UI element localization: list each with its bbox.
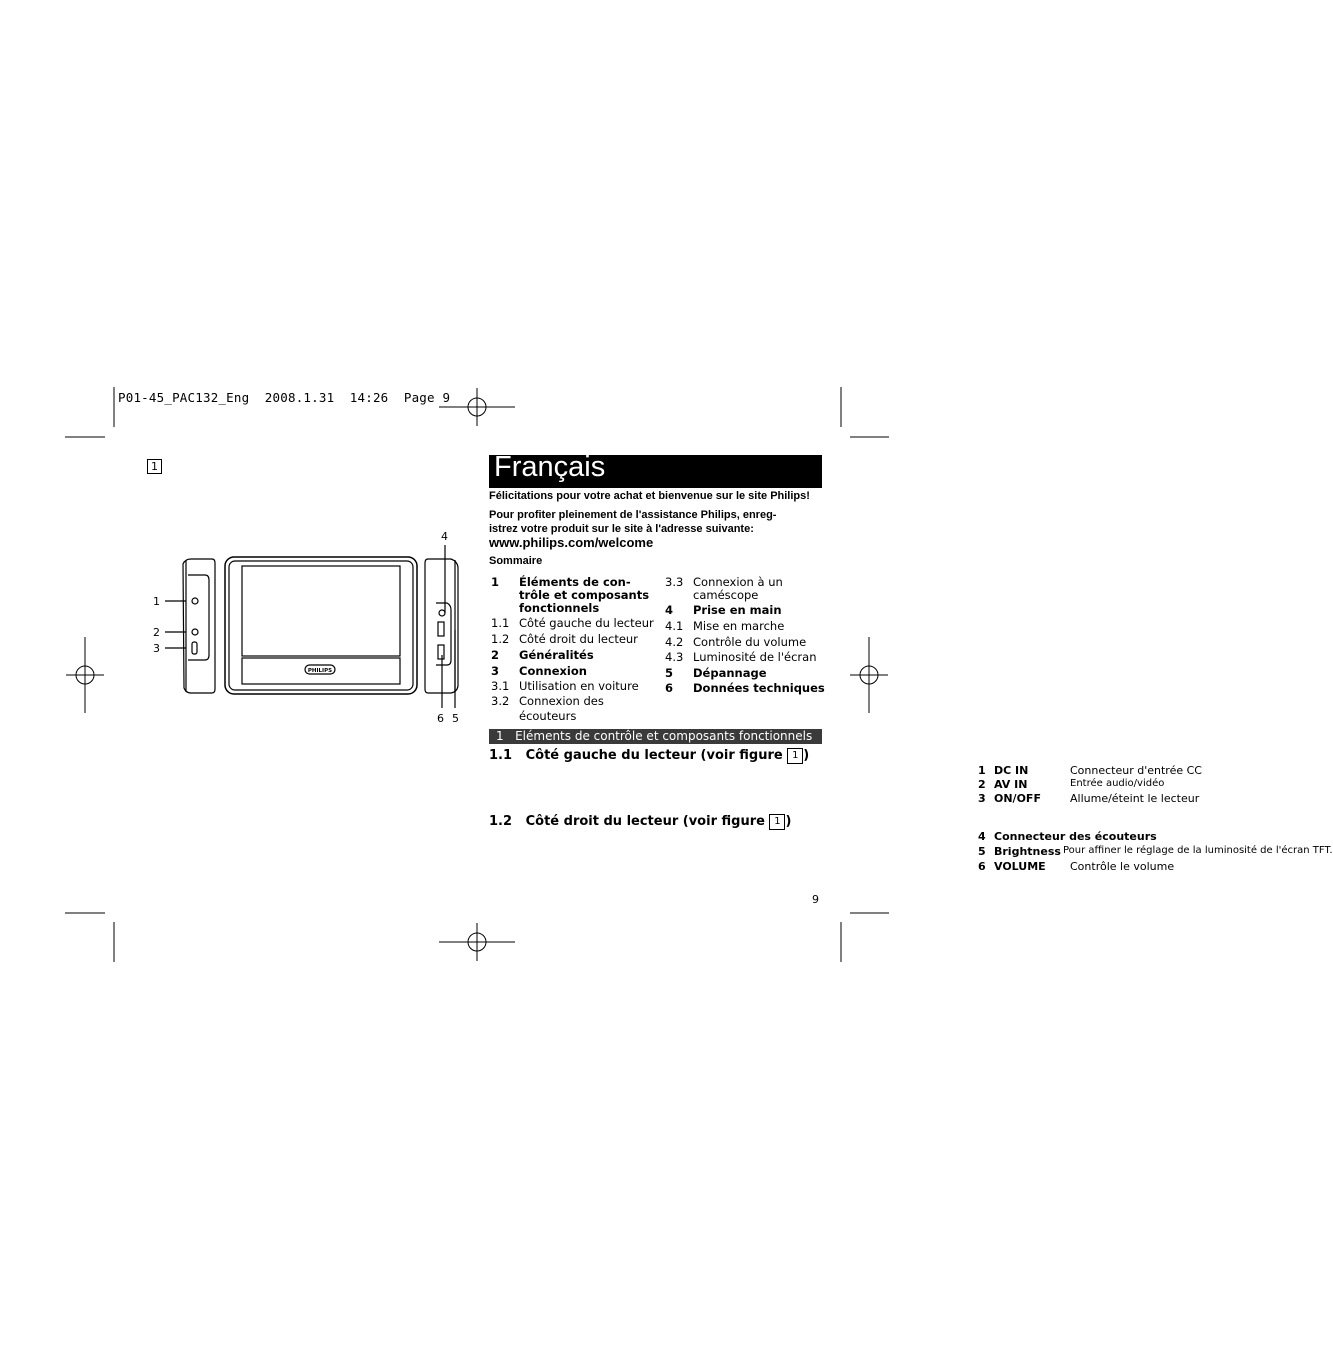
toc-entry-label: Côté droit du lecteur (519, 632, 638, 646)
callout-3: 3 (153, 642, 160, 655)
spec-row-desc: Pour affiner le réglage de la luminosité de l'écran TFT. (1063, 845, 1333, 856)
spec-row-number: 2 (978, 778, 986, 791)
toc-entry-number: 3 (491, 664, 500, 678)
intro-congrats: Félicitations pour votre achat et bienvenue sur le site Philips! (489, 490, 810, 502)
toc-entry (491, 602, 654, 617)
toc-entry-number: 4.1 (665, 619, 684, 633)
spec-row-number: 1 (978, 764, 986, 777)
right-side-heading-text: 1.2 Côté droit du lecteur (voir figure (489, 814, 770, 829)
toc-entry-label: Utilisation en voiture (519, 679, 639, 693)
spec-row-key: DC IN (994, 764, 1029, 777)
callout-1: 1 (153, 595, 160, 608)
toc-entry-number: 1 (491, 575, 500, 589)
welcome-url[interactable]: www.philips.com/welcome (489, 535, 654, 550)
spec-row (978, 764, 1202, 778)
intro-register-1: Pour profiter pleinement de l'assistance Philips, enreg- (489, 509, 777, 521)
left-side-heading (489, 748, 809, 764)
callout-5: 5 (452, 712, 459, 725)
right-side-heading (489, 814, 791, 830)
section-heading: 1 Eléments de contrôle et composants fonctionnels (496, 729, 813, 743)
toc-entry (665, 620, 825, 636)
callout-6: 6 (437, 712, 444, 725)
spec-row-key: AV IN (994, 778, 1028, 791)
spec-row-number: 6 (978, 860, 986, 873)
toc-entry (491, 695, 654, 710)
spec-row (978, 845, 1333, 860)
toc-left-column (491, 576, 654, 724)
toc-entry-label: Connexion à un (693, 575, 783, 589)
toc-entry (491, 710, 654, 724)
toc-entry-label: écouteurs (519, 709, 577, 723)
toc-entry (665, 589, 825, 604)
spec-row-key: Brightness (994, 845, 1061, 858)
toc-right-column (665, 576, 825, 697)
spec-row (978, 860, 1175, 875)
figure-number-badge: 1 (147, 459, 162, 474)
left-side-heading-text: 1.1 Côté gauche du lecteur (voir figure (489, 748, 788, 763)
toc-entry-label: Luminosité de l'écran (693, 650, 817, 664)
toc-entry-number: 5 (665, 666, 674, 680)
toc-entry-label: Données techniques (693, 681, 825, 695)
left-side-heading-close: ) (803, 748, 810, 763)
intro-register-2: istrez votre produit sur le site à l'adresse suivante: (489, 523, 754, 535)
print-header: P01-45_PAC132_Eng 2008.1.31 14:26 Page 9 (118, 390, 451, 405)
page-title: Français (494, 451, 606, 483)
toc-entry (491, 649, 654, 665)
page-number: 9 (812, 893, 819, 906)
spec-row-desc: Entrée audio/vidéo (1070, 778, 1165, 789)
toc-title: Sommaire (489, 555, 543, 567)
toc-entry-label: Connexion (519, 664, 587, 678)
toc-entry-label: Mise en marche (693, 619, 785, 633)
spec-row-number: 3 (978, 792, 986, 805)
toc-entry-number: 4.3 (665, 650, 684, 664)
right-side-list (489, 830, 1333, 875)
toc-entry-label: Éléments de con- (519, 575, 631, 589)
toc-entry-label: Généralités (519, 648, 594, 662)
toc-entry (491, 680, 654, 695)
toc-entry (491, 633, 654, 649)
toc-entry-label: Connexion des (519, 694, 604, 708)
spec-row (978, 792, 1200, 806)
toc-entry-label: Dépannage (693, 666, 767, 680)
toc-entry-number: 2 (491, 648, 500, 662)
spec-row-key: ON/OFF (994, 792, 1041, 805)
toc-entry-number: 4.2 (665, 635, 684, 649)
toc-entry (491, 617, 654, 633)
toc-entry-label: fonctionnels (519, 601, 600, 615)
spec-row-key: VOLUME (994, 860, 1046, 873)
toc-entry-number: 4 (665, 603, 674, 617)
spec-row-number: 4 (978, 830, 986, 843)
toc-entry-number: 3.3 (665, 575, 684, 589)
spec-row-key: Connecteur des écouteurs (994, 830, 1157, 843)
spec-row (978, 830, 1157, 845)
spec-row-desc: Allume/éteint le lecteur (1070, 792, 1200, 805)
toc-entry (491, 665, 654, 680)
toc-entry-label: caméscope (693, 588, 759, 602)
left-side-list (489, 764, 1202, 806)
toc-entry-number: 3.1 (491, 679, 510, 693)
figure-ref-badge: 1 (769, 814, 785, 830)
toc-entry-number: 1.1 (491, 616, 510, 630)
toc-entry-number: 3.2 (491, 694, 510, 708)
spec-row (978, 778, 1165, 792)
brand-label: PHILIPS (307, 668, 333, 674)
spec-row-desc: Connecteur d'entrée CC (1070, 764, 1202, 777)
callout-4: 4 (441, 530, 448, 543)
callout-2: 2 (153, 626, 160, 639)
toc-entry (665, 636, 825, 651)
toc-entry (665, 667, 825, 682)
toc-entry-label: Contrôle du volume (693, 635, 807, 649)
toc-entry (665, 604, 825, 620)
toc-entry-label: Prise en main (693, 603, 782, 617)
toc-entry-label: trôle et composants (519, 588, 650, 602)
toc-entry-number: 6 (665, 681, 674, 695)
toc-entry-number: 1.2 (491, 632, 510, 646)
right-side-heading-close: ) (785, 814, 792, 829)
spec-row-number: 5 (978, 845, 986, 858)
toc-entry-label: Côté gauche du lecteur (519, 616, 654, 630)
spec-row-desc: Contrôle le volume (1070, 860, 1175, 873)
toc-entry (665, 682, 825, 697)
figure-ref-badge: 1 (787, 748, 803, 764)
toc-entry (665, 651, 825, 667)
